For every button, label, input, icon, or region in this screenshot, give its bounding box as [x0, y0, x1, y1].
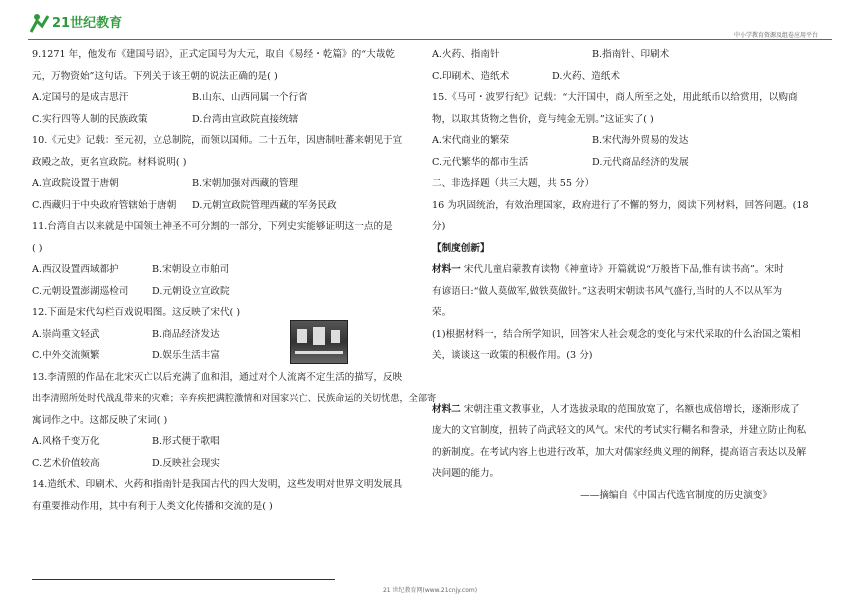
q14-option-c: C.印刷术、造纸术 [432, 70, 510, 82]
q9-stem-line1: 9.1271 年，他发布《建国号诏》，正式定国号为大元，取自《易经・乾篇》的“大哉乾 [32, 49, 395, 60]
q12-option-c: C.中外交流频繁 [32, 350, 100, 361]
material1-text1: 宋代儿童启蒙教育读物《神童诗》开篇就说“万般皆下品,惟有读书高”。宋时 [460, 264, 784, 275]
material2-source: ——摘编自《中国古代选官制度的历史演变》 [580, 489, 772, 501]
q12-option-d: D.娱乐生活丰富 [152, 350, 220, 361]
q13-option-b: B.形式便于歌唱 [152, 436, 220, 447]
q11-options-cd [32, 281, 419, 303]
q9-option-d: D.台湾由宣政院直接统辖 [192, 113, 299, 125]
q9-option-b: B.山东、山西同属一个行省 [192, 92, 308, 103]
svg-text:21世纪教育: 21世纪教育 [52, 16, 123, 31]
q15-stem-line2: 物，以取其货物之售价，竟与纯金无别。”这证实了( ) [432, 113, 654, 125]
material2-label: 材料二 [432, 403, 461, 415]
q13-option-a: A.风格千变万化 [32, 436, 100, 447]
footer-divider [32, 579, 335, 580]
material2-line1 [432, 399, 832, 421]
header-divider [28, 39, 832, 40]
q14-option-b: B.指南针、印刷术 [592, 49, 670, 60]
q10-option-d: D.元朝宣政院管理西藏的军务民政 [192, 199, 337, 211]
q12-option-b: B.商品经济发达 [152, 328, 220, 340]
q13-option-c: C.艺术价值较高 [32, 457, 100, 469]
material1-line2: 有谚语曰:“做人莫做军,做铁莫做针。”这表明宋朝读书风气盛行,当时的人不以从军为 [432, 285, 783, 297]
q10-option-c: C.西藏归于中央政府管辖始于唐朝 [32, 199, 177, 211]
q9-options-ab [32, 87, 419, 109]
q10-option-a: A.宣政院设置于唐朝 [32, 178, 119, 189]
question1-line1: (1)根据材料一，结合所学知识，回答宋人社会观念的变化与宋代采取的什么治国之策相 [432, 328, 801, 340]
q16-stem-line2: 分) [432, 221, 446, 232]
q12-stem: 12.下面是宋代勾栏百戏说唱图。这反映了宋代( ) [32, 307, 241, 318]
answer-space [432, 367, 832, 377]
right-column [432, 44, 832, 506]
q13-stem-line3: 寓词作之中。这都反映了宋词( ) [32, 414, 168, 426]
q9-option-c: C.实行四等人制的民族政策 [32, 113, 148, 125]
q11-stem-line2: ( ) [32, 242, 43, 254]
material2-line2: 庞大的文官制度，扭转了尚武轻文的风气。宋代的考试实行糊名和誊录，并建立防止徇私 [432, 425, 807, 436]
q13-option-d: D.反映社会现实 [152, 457, 220, 469]
q14-options-ab [432, 44, 832, 66]
q14-option-d: D.火药、造纸术 [552, 70, 620, 82]
material2-text1: 宋朝注重文教事业，人才选拔录取的范围放宽了，名额也成倍增长，逐渐形成了 [460, 403, 800, 415]
q14-stem-line2: 有重要推动作用，其中有利于人类文化传播和交流的是( ) [32, 500, 273, 512]
q13-options-ab [32, 431, 419, 453]
material1-line1 [432, 259, 832, 281]
material1-line3: 荣。 [432, 307, 452, 318]
q14-stem-line1: 14.造纸术、印刷术、火药和指南针是我国古代的四大发明，这些发明对世界文明发展具 [32, 479, 403, 490]
logo-21cnjy-icon [28, 10, 133, 34]
q10-stem-line1: 10.《元史》记载：至元初，立总制院，而领以国师。二十五年，因唐制吐蕃来朝见于宣 [32, 135, 403, 146]
q15-option-c: C.元代繁华的都市生活 [432, 156, 529, 168]
material2-line4: 决问题的能力。 [432, 468, 500, 479]
q12-options-cd [32, 345, 419, 367]
q11-option-d: D.元朝设立宣政院 [152, 285, 230, 297]
q13-stem-line2: 出李清照所处时代战乱带来的灾难；辛弃疾把满腔激情和对国家兴亡、民族命运的关切忧患，全部寄 [32, 393, 437, 404]
left-column [32, 44, 437, 517]
q12-option-a: A.崇尚重文轻武 [32, 328, 100, 340]
q9-option-a: A.定国号的是成吉思汗 [32, 92, 129, 103]
question1-line2: 关，谈谈这一政策的积极作用。(3 分) [432, 350, 593, 361]
q15-option-a: A.宋代商业的繁荣 [432, 135, 510, 146]
section-2-heading: 二、非选择题（共三大题，共 55 分） [432, 178, 595, 189]
q10-options-ab [32, 173, 419, 195]
q11-option-c: C.元朝设置澎湖巡检司 [32, 285, 129, 297]
q15-option-d: D.元代商品经济的发展 [592, 156, 689, 168]
goulan-performance-image [290, 320, 348, 364]
q15-option-b: B.宋代海外贸易的发达 [592, 135, 689, 146]
header-platform-text: 中小学教育资源及组卷应用平台 [733, 32, 818, 39]
footer-text: 21 世纪教育网(www.21cnjy.com) [382, 587, 478, 594]
q15-options-ab [432, 130, 832, 152]
q9-options-cd [32, 109, 419, 131]
material1-label: 材料一 [432, 264, 461, 275]
q13-options-cd [32, 453, 419, 475]
institutional-innovation-heading: 【制度创新】 [432, 242, 490, 254]
q11-option-b: B.宋朝设立市舶司 [152, 264, 230, 275]
q15-options-cd [432, 152, 832, 174]
q14-option-a: A.火药、指南针 [432, 49, 500, 60]
q10-options-cd [32, 195, 419, 217]
q15-stem-line1: 15.《马可・波罗行纪》记载：“大汗国中，商人所至之处，用此纸币以给赏用，以购商 [432, 92, 798, 103]
q12-options-ab [32, 324, 419, 346]
q16-stem-line1: 16 为巩固统治，有效治理国家，政府进行了不懈的努力，阅读下列材料，回答问题。(18 [432, 199, 809, 211]
q10-option-b: B.宋朝加强对西藏的管理 [192, 178, 299, 189]
page-header [0, 0, 860, 40]
material2-line3: 的新制度。在考试内容上也进行改革，加大对儒家经典义理的阐释，提高语言表达以及解 [432, 446, 807, 458]
q13-stem-line1: 13.李清照的作品在北宋灭亡以后充满了血和泪，通过对个人流离不定生活的描写，反映 [32, 371, 403, 383]
q10-stem-line2: 政殿之故，更名宣政院。材料说明( ) [32, 156, 187, 168]
q9-stem-line2: 元，万物资始”这句话。下列关于该王朝的说法正确的是( ) [32, 70, 278, 82]
answer-space-2 [432, 377, 832, 399]
q11-options-ab [32, 259, 419, 281]
q11-option-a: A.西汉设置西域都护 [32, 264, 119, 275]
q14-options-cd [432, 66, 832, 88]
q11-stem-line1: 11.台湾自古以来就是中国领土神圣不可分割的一部分，下列史实能够证明这一点的是 [32, 221, 393, 232]
